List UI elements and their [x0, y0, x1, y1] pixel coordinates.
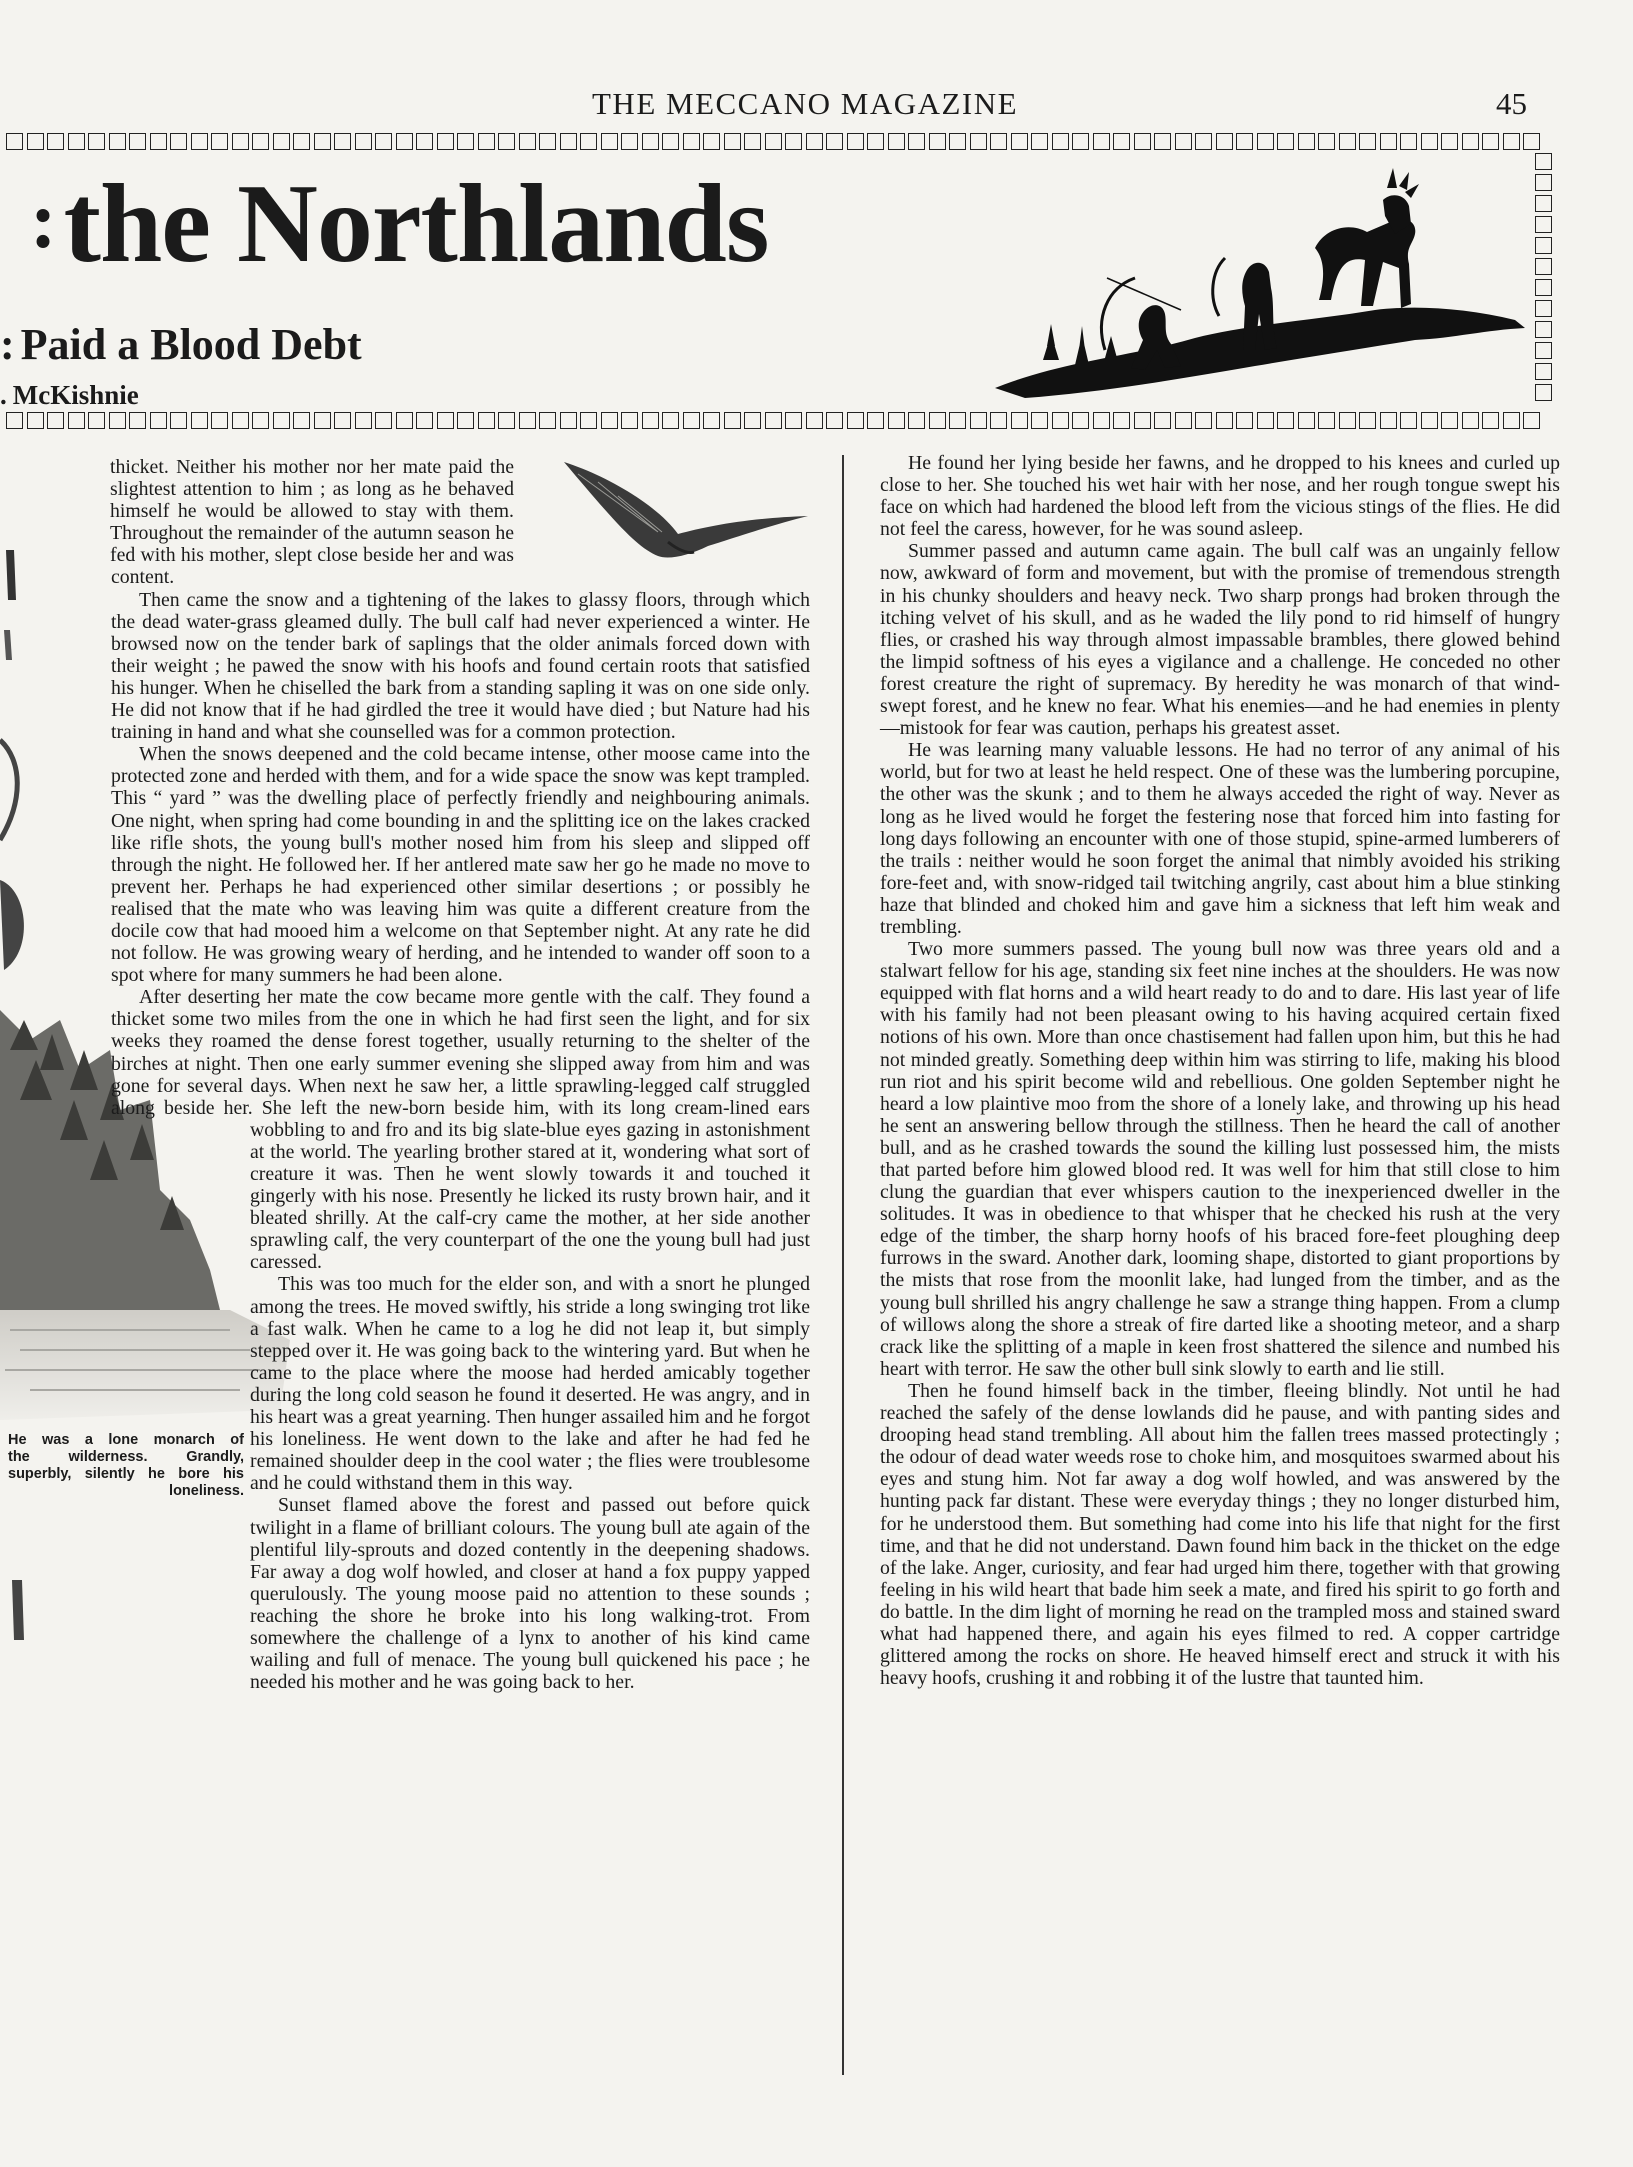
border-box-ornament [109, 133, 126, 150]
indian-hunters-silhouette-icon [985, 160, 1535, 405]
border-box-ornament [1380, 412, 1397, 429]
border-box-ornament [1535, 321, 1552, 338]
border-box-ornament [273, 412, 290, 429]
border-box-ornament [273, 133, 290, 150]
paragraph: Then came the snow and a tightening of the lakes to glassy floors, through which the dead water-grass gleamed dully. The bull calf had never experienced a winter. He browsed now on the tender bark of saplings that the older animals forced down with their weight ; he pawed the snow with his hoofs and found certain roots that satisfied his hunger. When he chiselled the bark from a standing sapling it was on one side only. He did not know that if he had girdled the tree it would have died ; but Nature had his training in hand and what she counselled was for a common protection. [111, 588, 810, 744]
border-box-ornament [1072, 133, 1089, 150]
border-box-ornament [990, 412, 1007, 429]
border-box-ornament [867, 133, 884, 150]
border-box-ornament [1503, 412, 1520, 429]
paragraph: He found her lying beside her fawns, and he dropped to his knees and curled up close to her. She touched his wet hair with her nose, and her rough tongue swept his face on which had hardened the blood left from the vicious stings of the flies. He did not feel the caress, however, for he was sound asleep. [880, 452, 1560, 541]
border-box-ornament [1093, 133, 1110, 150]
border-box-ornament [498, 412, 515, 429]
eagle-in-flight-icon [518, 456, 810, 572]
border-box-ornament [662, 412, 679, 429]
border-box-ornament [1482, 133, 1499, 150]
border-box-ornament [457, 412, 474, 429]
border-box-ornament [170, 133, 187, 150]
border-box-ornament [683, 412, 700, 429]
border-box-ornament [150, 133, 167, 150]
border-box-ornament [1216, 133, 1233, 150]
border-box-ornament [293, 412, 310, 429]
border-box-ornament [47, 412, 64, 429]
magazine-title: THE MECCANO MAGAZINE [592, 86, 1019, 121]
border-box-ornament [478, 133, 495, 150]
border-box-ornament [1535, 279, 1552, 296]
border-box-ornament [908, 412, 925, 429]
border-box-ornament [437, 412, 454, 429]
border-box-ornament [334, 133, 351, 150]
border-box-ornament [1318, 133, 1335, 150]
border-box-ornament [642, 412, 659, 429]
border-box-ornament [1236, 412, 1253, 429]
border-box-ornament [580, 133, 597, 150]
border-box-ornament [355, 412, 372, 429]
border-box-ornament [1441, 133, 1458, 150]
border-box-ornament [68, 412, 85, 429]
border-box-ornament [519, 133, 536, 150]
border-box-ornament [642, 133, 659, 150]
border-box-ornament [1277, 133, 1294, 150]
border-box-ornament [27, 133, 44, 150]
article-title-text: the Northlands [63, 162, 769, 286]
border-box-ornament [1400, 133, 1417, 150]
border-box-ornament [191, 412, 208, 429]
border-box-ornament [1400, 412, 1417, 429]
border-box-ornament [1535, 300, 1552, 317]
border-box-ornament [1339, 133, 1356, 150]
border-box-ornament [1298, 133, 1315, 150]
article-subtitle: : Paid a Blood Debt [0, 320, 362, 369]
border-box-ornament [109, 412, 126, 429]
border-box-ornament [1277, 412, 1294, 429]
paragraph: When the snows deepened and the cold became intense, other moose came into the protected zone and herded with them, and for a wide space the snow was kept trampled. This “ yard ” was the dwelling place of perfectly friendly and neighbouring animals. One night, when spring had come bounding in and the splitting ice on the lakes cracked like rifle shots, the young bull's mother nosed him from his sleep and slipped off through the night. He followed her. If her antlered mate saw her go he made no move to prevent her. Perhaps he had experienced other similar desertions ; or possibly he realised that the mate who was leaving him was quite a different creature from the docile cow that had mooed him a welcome on that September night. At any rate he did not follow. He was growing weary of herding, and he intended to wander off soon to a spot where for many summers he had been alone. [111, 743, 810, 987]
border-box-ornament [1535, 153, 1552, 170]
border-box-ornament [1462, 412, 1479, 429]
border-box-ornament [293, 133, 310, 150]
caption-line: loneliness. [169, 1483, 244, 1499]
paragraph: He was learning many valuable lessons. He had no terror of any animal of his world, but for two at least he held respect. One of these was the lumbering porcupine, the other was the skunk ; and to them he always acceded the right of way. Never as long as he lived would he forget the festering nose that forced him into fasting for long days following an encounter with one of those stupid, spine-armed lumberers of the trails : neither would he soon forget the animal that nimbly avoided his striking fore-feet and, with snow-ridged tail twitching angrily, cast about him a blue stinking haze that blinded and choked him and gave him a sickness that left him weak and trembling. [880, 739, 1560, 938]
border-box-ornament [1216, 412, 1233, 429]
border-box-ornament [1236, 133, 1253, 150]
forest-wrap-region [110, 1120, 250, 1710]
border-box-ornament [1441, 412, 1458, 429]
border-box-ornament [806, 412, 823, 429]
border-box-ornament [1535, 237, 1552, 254]
paragraph: thicket. Neither his mother nor her mate paid the slightest attention to him ; as long as he behaved himself he would be allowed to stay with them. Throughout the remainder of the autumn season he fed with his mother, slept close beside her and was content. [110, 456, 514, 589]
paragraph: This was too much for the elder son, and with a snort he plunged among the trees. He moved swiftly, his stride a long swinging trot like a fast walk. When he came to a log he did not leap it, but simply stepped over it. He was going back to the wintering yard. But when he came to the place where the moose had herded amicably together during the long cold season he found it deserted. He was angry, and in his heart was a great yearning. Then hunger assailed him and he forgot his loneliness. He went down to the lake and after he had fed he remained shoulder deep in the cool water ; the flies were troublesome and he could withstand them in this way. [250, 1273, 810, 1495]
caption-line: the wilderness. Grandly, [8, 1449, 244, 1465]
border-box-ornament [1134, 412, 1151, 429]
border-box-ornament [457, 133, 474, 150]
decorative-border-right [1535, 153, 1557, 411]
border-box-ornament [437, 133, 454, 150]
border-box-ornament [1503, 133, 1520, 150]
border-box-ornament [580, 412, 597, 429]
border-box-ornament [970, 412, 987, 429]
border-box-ornament [416, 412, 433, 429]
article-column-left [110, 456, 810, 1710]
border-box-ornament [908, 133, 925, 150]
border-box-ornament [785, 133, 802, 150]
border-box-ornament [1072, 412, 1089, 429]
border-box-ornament [990, 133, 1007, 150]
border-box-ornament [1298, 412, 1315, 429]
border-box-ornament [847, 412, 864, 429]
border-box-ornament [949, 133, 966, 150]
border-box-ornament [744, 412, 761, 429]
border-box-ornament [1462, 133, 1479, 150]
border-box-ornament [1535, 195, 1552, 212]
border-box-ornament [150, 412, 167, 429]
border-box-ornament [724, 412, 741, 429]
border-box-ornament [621, 133, 638, 150]
article-title: :the Northlands [30, 162, 769, 286]
border-box-ornament [765, 133, 782, 150]
border-box-ornament [232, 412, 249, 429]
border-box-ornament [129, 412, 146, 429]
border-box-ornament [375, 133, 392, 150]
article-subtitle-text: Paid a Blood Debt [20, 320, 362, 369]
border-box-ornament [1257, 133, 1274, 150]
border-box-ornament [129, 133, 146, 150]
border-box-ornament [970, 133, 987, 150]
border-box-ornament [1113, 412, 1130, 429]
border-box-ornament [867, 412, 884, 429]
border-box-ornament [703, 133, 720, 150]
border-box-ornament [88, 133, 105, 150]
border-box-ornament [929, 133, 946, 150]
running-head [0, 86, 1633, 126]
border-box-ornament [1523, 412, 1540, 429]
border-box-ornament [498, 133, 515, 150]
border-box-ornament [6, 412, 23, 429]
border-box-ornament [539, 133, 556, 150]
border-box-ornament [68, 133, 85, 150]
border-box-ornament [1535, 174, 1552, 191]
border-box-ornament [785, 412, 802, 429]
border-box-ornament [396, 133, 413, 150]
paragraph: Two more summers passed. The young bull now was three years old and a stalwart fellow for his age, standing six feet nine inches at the shoulders. He was now equipped with flat horns and a wild heart ready to do and to dare. His last year of life with his family had not been pleasant owing to his having acquired certain fixed notions of his own. More than once chastisement had fallen upon him, but this he had not minded greatly. Something deep within him was stirring to life, making his blood run riot and his spirit become wild and rebellious. One golden September night he heard a low plaintive moo from the shore of a lonely lake, and throwing up his head he sent an answering bellow through the stillness. Then he heard the call of another bull, and as he crashed towards the sound the killing lust possessed him, the mists that parted before him glowed blood red. It was well for him that still close to him clung the guardian that ever whispers caution to the inexperienced dweller in the solitudes. It was in obedience to that whisper that he checked his rush at the very edge of the timber, the sharp horny hoofs of his braced fore-feet ploughing deep furrows in the sward. Another dark, looming shape, distorted to giant proportions by the mists that rose from the moonlit lake, had lunged from the timber, and as the young bull shrilled his angry challenge he saw a strange thing happen. From a clump of willows along the shore a streak of fire darted like a shooting meteor, and a sharp crack like the splitting of a maple in keen frost shattered the silence and numbed his heart with terror. He saw the other bull sink slowly to earth and lie still. [880, 938, 1560, 1380]
border-box-ornament [396, 412, 413, 429]
byline-text: McKishnie [12, 380, 139, 410]
border-box-ornament [1175, 133, 1192, 150]
border-box-ornament [949, 412, 966, 429]
border-box-ornament [1380, 133, 1397, 150]
border-box-ornament [1257, 412, 1274, 429]
border-box-ornament [1154, 412, 1171, 429]
border-box-ornament [1175, 412, 1192, 429]
border-box-ornament [170, 412, 187, 429]
border-box-ornament [1031, 412, 1048, 429]
column-divider [842, 455, 844, 2075]
border-box-ornament [232, 133, 249, 150]
border-box-ornament [1011, 133, 1028, 150]
border-box-ornament [478, 412, 495, 429]
border-box-ornament [539, 412, 556, 429]
border-box-ornament [1535, 384, 1552, 401]
border-box-ornament [1421, 412, 1438, 429]
border-box-ornament [1195, 412, 1212, 429]
border-box-ornament [1031, 133, 1048, 150]
border-box-ornament [252, 133, 269, 150]
border-box-ornament [1011, 412, 1028, 429]
border-box-ornament [1535, 342, 1552, 359]
border-box-ornament [888, 133, 905, 150]
border-box-ornament [888, 412, 905, 429]
border-box-ornament [1339, 412, 1356, 429]
border-box-ornament [1535, 363, 1552, 380]
border-box-ornament [314, 412, 331, 429]
border-box-ornament [211, 412, 228, 429]
border-box-ornament [1052, 133, 1069, 150]
border-box-ornament [662, 133, 679, 150]
border-box-ornament [1523, 133, 1540, 150]
border-box-ornament [929, 412, 946, 429]
border-box-ornament [683, 133, 700, 150]
border-box-ornament [1134, 133, 1151, 150]
page-number: 45 [1496, 86, 1527, 121]
border-box-ornament [1093, 412, 1110, 429]
border-box-ornament [703, 412, 720, 429]
border-box-ornament [1421, 133, 1438, 150]
border-box-ornament [314, 133, 331, 150]
border-box-ornament [765, 412, 782, 429]
border-box-ornament [847, 133, 864, 150]
border-box-ornament [1052, 412, 1069, 429]
border-box-ornament [1154, 133, 1171, 150]
border-box-ornament [806, 133, 823, 150]
border-box-ornament [27, 412, 44, 429]
border-box-ornament [1195, 133, 1212, 150]
border-box-ornament [519, 412, 536, 429]
article-byline: . McKishnie [0, 380, 139, 410]
border-box-ornament [6, 133, 23, 150]
border-box-ornament [88, 412, 105, 429]
decorative-border-top [6, 133, 1540, 155]
border-box-ornament [621, 412, 638, 429]
border-box-ornament [191, 133, 208, 150]
border-box-ornament [560, 412, 577, 429]
border-box-ornament [1359, 133, 1376, 150]
border-box-ornament [252, 412, 269, 429]
paragraph: Then he found himself back in the timber, fleeing blindly. Not until he had reached the safely of the dense lowlands did he pause, and with panting sides and drooping head stand trembling. All about him the fallen trees massed protectingly ; the odour of dead water weeds rose to choke him, and mosquitoes swarmed about his eyes and stung him. Not far away a dog wolf howled, and was answered by the hunting pack far distant. These were everyday things ; they no longer disturbed him, for he understood them. But something had come into his life that night for the first time, and that he did not understand. Dawn found him back in the thicket on the edge of the lake. Anger, curiosity, and fear had urged him there, together with that growing feeling in his wild heart that bade him seek a mate, and fired his spirit to go forth and do battle. In the dim light of morning he read on the trampled moss and stained sward what had happened there, and again his eyes filmed to red. A copper cartridge glittered among the rocks on shore. He heaved himself erect and struck it with his heavy hoofs, crushing it and robbing it of the lustre that taunted him. [880, 1379, 1560, 1690]
border-box-ornament [211, 133, 228, 150]
border-box-ornament [601, 412, 618, 429]
border-box-ornament [416, 133, 433, 150]
paragraph: Summer passed and autumn came again. The bull calf was an ungainly fellow now, awkward of form and movement, but with the promise of tremendous strength in his chunky shoulders and heavy neck. Two sharp prongs had broken through the itching velvet of his skull, and as he waded the lily pond to rid himself of hungry flies, or crashed his way through almost impassable brambles, there glowed behind the limpid softness of his eyes a vigilance and a challenge. He conceded no other forest creature the right of supremacy. By heredity he was monarch of that wind-swept forest, and he knew no fear. What his enemies—and he had enemies in plenty—mistook for fear was caution, perhaps his greatest asset. [880, 540, 1560, 740]
border-box-ornament [1113, 133, 1130, 150]
border-box-ornament [560, 133, 577, 150]
border-box-ornament [826, 412, 843, 429]
border-box-ornament [724, 133, 741, 150]
border-box-ornament [355, 133, 372, 150]
caption-line: He was a lone monarch of [8, 1432, 244, 1448]
paragraph: After deserting her mate the cow became more gentle with the calf. They found a thicket some two miles from the one in which he had first seen the light, and for six weeks they roamed the dense forest together, usually returning to the shelter of the birches at night. Then one early summer evening she slipped away from him and was gone for several days. When next he saw her, a little sprawling-legged calf struggled along beside her. She left the new-born beside him, with its long cream-lined ears wobbling to and fro and its big slate-blue eyes gazing in astonishment at the world. The yearling brother stared at it, wondering what sort of creature it was. Then he went slowly towards it and touched it gingerly with his nose. Presently he licked its rusty brown hair, and it bleated shrilly. At the calf-cry came the mother, at her side another sprawling calf, the very counterpart of the one the young bull had just caressed. [111, 986, 810, 1274]
border-box-ornament [47, 133, 64, 150]
border-box-ornament [601, 133, 618, 150]
border-box-ornament [1535, 216, 1552, 233]
border-box-ornament [1535, 258, 1552, 275]
border-box-ornament [1318, 412, 1335, 429]
paragraph: Sunset flamed above the forest and passed out before quick twilight in a flame of brilliant colours. The young bull ate again of the plentiful lily-sprouts and dozed contently in the deepening shadows. Far away a dog wolf howled, and closer at hand a fox puppy yapped querulously. The young moose paid no attention to these sounds ; reaching the shore he broke into his long walking-trot. From somewhere the challenge of a lynx to another of his kind came wailing and full of menace. The young bull quickened his pace ; he needed his mother and he was going back to her. [250, 1494, 810, 1694]
decorative-border-bottom [6, 412, 1540, 434]
border-box-ornament [744, 133, 761, 150]
article-column-right [880, 452, 1560, 1689]
caption-line: superbly, silently he bore his [8, 1466, 244, 1482]
border-box-ornament [1359, 412, 1376, 429]
border-box-ornament [826, 133, 843, 150]
illustration-caption [8, 1432, 244, 1500]
border-box-ornament [375, 412, 392, 429]
border-box-ornament [334, 412, 351, 429]
border-box-ornament [1482, 412, 1499, 429]
